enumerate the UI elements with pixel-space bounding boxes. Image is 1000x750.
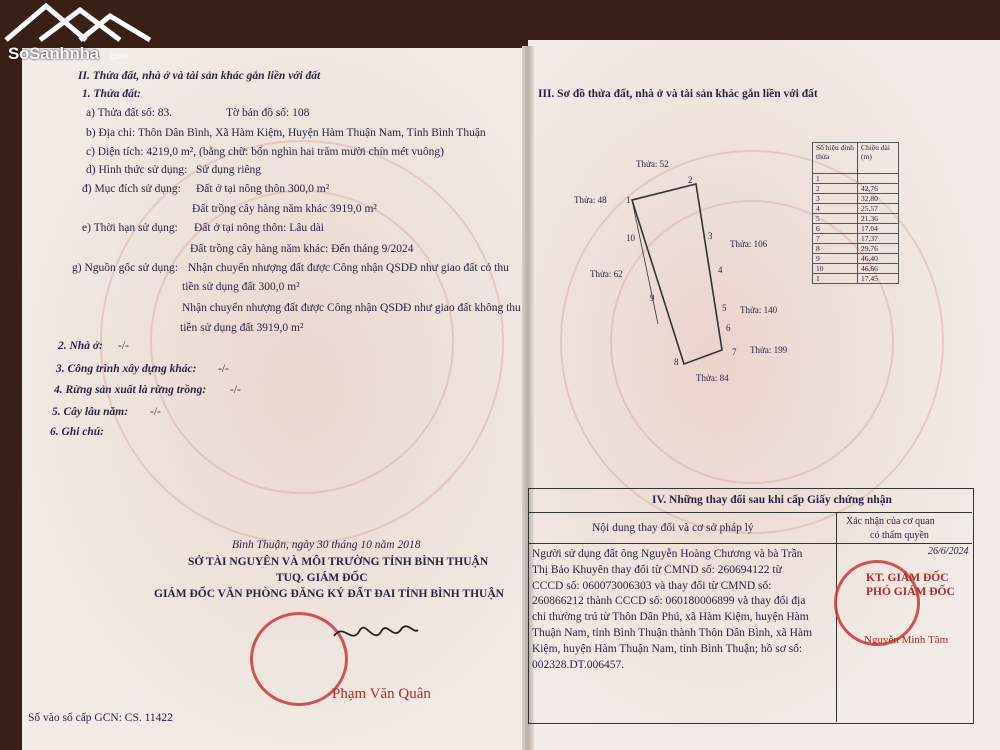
watermark-brand: SoSanhnha bbox=[8, 44, 99, 63]
vertex-label-4: 4 bbox=[718, 265, 723, 275]
heading-house: 2. Nhà ở: bbox=[58, 340, 103, 352]
vertex-cell: 7 bbox=[813, 234, 858, 244]
vertex-label-5: 5 bbox=[722, 303, 727, 313]
heading-parcel: 1. Thửa đất: bbox=[82, 88, 141, 100]
change-line: Kiệm, huyện Hàm Thuận Nam, tỉnh Bình Thuận; hồ sơ số: bbox=[532, 642, 803, 655]
authorization-title: TUQ. GIÁM ĐỐC bbox=[276, 572, 368, 584]
vertex-cell: 1 bbox=[813, 174, 858, 184]
table-row bbox=[813, 224, 899, 234]
change-line: 260866212 thành CCCD số: 060180006899 và thay đổi địa bbox=[532, 595, 806, 608]
neighbor-parcel-62: Thửa: 62 bbox=[590, 269, 623, 279]
origin-value-1: Nhận chuyển nhượng đất được Công nhận QSDĐ như giao đất có thu bbox=[188, 262, 509, 274]
changes-title: IV. Những thay đổi sau khi cấp Giấy chứng nhận bbox=[652, 494, 892, 506]
usage-term-label: e) Thời hạn sử dụng: bbox=[82, 222, 178, 234]
usage-term-value-2: Đất trồng cây hàng năm khác: Đến tháng 9/2024 bbox=[190, 243, 414, 255]
confirm-signer-name: Nguyễn Minh Tâm bbox=[864, 634, 949, 646]
neighbor-parcel-84: Thửa: 84 bbox=[696, 373, 729, 383]
length-cell: 17,45 bbox=[858, 274, 899, 284]
vertex-cell: 5 bbox=[813, 214, 858, 224]
neighbor-parcel-140: Thửa: 140 bbox=[740, 305, 778, 315]
parcel-area: c) Diện tích: 4219,0 m², (bằng chữ: bốn nghìn hai trăm mười chín mét vuông) bbox=[86, 146, 444, 158]
vertex-cell: 10 bbox=[813, 264, 858, 274]
table-row bbox=[813, 184, 899, 194]
usage-purpose-label: đ) Mục đích sử dụng: bbox=[82, 183, 181, 195]
origin-value-4: tiền sử dụng đất 3919,0 m² bbox=[180, 322, 304, 334]
table-row bbox=[813, 254, 899, 264]
house-value: -/- bbox=[118, 340, 129, 352]
drum-pattern-left-inner bbox=[150, 190, 454, 494]
changes-title-divider bbox=[528, 512, 972, 513]
vertex-cell: 4 bbox=[813, 204, 858, 214]
table-row bbox=[813, 264, 899, 274]
vertex-cell: 1 bbox=[813, 274, 858, 284]
perennial-trees-value: -/- bbox=[150, 406, 161, 418]
watermark-domain: .com bbox=[108, 51, 128, 61]
changes-header-divider bbox=[528, 543, 972, 544]
neighbor-parcel-106: Thửa: 106 bbox=[730, 239, 768, 249]
changes-col-confirm-1: Xác nhận của cơ quan bbox=[846, 516, 935, 527]
confirm-title-2: PHÓ GIÁM ĐỐC bbox=[866, 586, 955, 598]
changes-col-confirm-2: có thẩm quyền bbox=[870, 530, 929, 541]
vertex-label-6: 6 bbox=[726, 323, 731, 333]
edge-length-table bbox=[812, 142, 899, 284]
length-cell: 46,66 bbox=[858, 264, 899, 274]
changes-content bbox=[532, 548, 834, 675]
length-cell: 46,40 bbox=[858, 254, 899, 264]
plantation-forest-value: -/- bbox=[230, 384, 241, 396]
other-construction-value: -/- bbox=[218, 363, 229, 375]
section-header-iii: III. Sơ đồ thửa đất, nhà ở và tài sản khác gắn liền với đất bbox=[538, 88, 818, 100]
vertex-cell: 2 bbox=[813, 184, 858, 194]
usage-term-value-1: Đất ở tại nông thôn: Lâu dài bbox=[194, 222, 324, 234]
changes-col-content: Nội dung thay đổi và cơ sở pháp lý bbox=[592, 522, 754, 534]
table-row bbox=[813, 244, 899, 254]
watermark-logo bbox=[0, 0, 160, 70]
origin-label: g) Nguồn gốc sử dụng: bbox=[72, 262, 178, 274]
change-line: Người sử dụng đất ông Nguyễn Hoàng Chương và bà Trần bbox=[532, 548, 803, 560]
heading-notes: 6. Ghi chú: bbox=[50, 426, 104, 438]
gcn-register-number: Số vào sổ cấp GCN: CS. 11422 bbox=[28, 712, 173, 724]
vertex-label-3: 3 bbox=[708, 231, 713, 241]
length-cell: 21,36 bbox=[858, 214, 899, 224]
change-line: chỉ thường trú từ Thôn Dân Phú, xã Hàm Kiệm, huyện Hàm bbox=[532, 611, 809, 624]
table-header-row bbox=[813, 143, 899, 174]
heading-plantation-forest: 4. Rừng sản xuất là rừng trồng: bbox=[54, 384, 207, 396]
vertex-cell: 9 bbox=[813, 254, 858, 264]
table-row bbox=[813, 194, 899, 204]
section-header-ii: II. Thửa đất, nhà ở và tài sản khác gắn liền với đất bbox=[78, 70, 321, 82]
map-sheet-number: Tờ bản đồ số: 108 bbox=[226, 107, 310, 119]
origin-value-2: tiền sử dụng đất 300,0 m² bbox=[182, 281, 300, 293]
length-cell: 25,57 bbox=[858, 204, 899, 214]
vertex-label-2: 2 bbox=[688, 175, 693, 185]
house-roof-icon bbox=[0, 0, 160, 48]
change-line: Thị Bảo Khuyên thay đổi từ CMND số: 260694122 từ bbox=[532, 563, 782, 576]
table-row bbox=[813, 274, 899, 284]
usage-form-value: Sử dụng riêng bbox=[196, 164, 262, 176]
parcel-number: a) Thửa đất số: 83. bbox=[86, 107, 173, 119]
vertex-label-10: 10 bbox=[626, 233, 635, 243]
length-cell: 42,76 bbox=[858, 184, 899, 194]
change-line: Thuận Nam, tỉnh Bình Thuận thành Thôn Dân Bình, xã Hàm bbox=[532, 627, 813, 640]
confirm-title-1: KT. GIÁM ĐỐC bbox=[866, 572, 949, 584]
registration-office: GIÁM ĐỐC VĂN PHÒNG ĐĂNG KÝ ĐẤT ĐAI TỈNH BÌNH THUẬN bbox=[154, 588, 504, 600]
length-cell: 17,37 bbox=[858, 234, 899, 244]
table-header-length: Chiều dài (m) bbox=[858, 143, 899, 174]
issue-date: Bình Thuận, ngày 30 tháng 10 năm 2018 bbox=[232, 539, 421, 551]
vertex-cell: 8 bbox=[813, 244, 858, 254]
table-header-vertex: Số hiệu đỉnh thửa bbox=[813, 143, 858, 174]
origin-value-3: Nhận chuyển nhượng đất được Công nhận QSDĐ như giao đất không thu bbox=[182, 302, 521, 314]
table-row bbox=[813, 214, 899, 224]
vertex-cell: 3 bbox=[813, 194, 858, 204]
handwritten-date: 26/6/2024 bbox=[928, 546, 969, 557]
vertex-label-7: 7 bbox=[732, 347, 737, 357]
table-row bbox=[813, 174, 899, 184]
usage-form-label: d) Hình thức sử dụng: bbox=[86, 164, 188, 176]
change-line: 002328.DT.006457. bbox=[532, 658, 625, 671]
vertex-cell: 6 bbox=[813, 224, 858, 234]
signer-name: Phạm Văn Quân bbox=[332, 686, 431, 702]
table-row bbox=[813, 204, 899, 214]
usage-purpose-value-1: Đất ở tại nông thôn 300,0 m² bbox=[196, 183, 330, 195]
signature-left bbox=[330, 616, 420, 656]
length-cell: 32,80 bbox=[858, 194, 899, 204]
vertex-label-1: 1 bbox=[626, 195, 631, 205]
change-line: CCCD số: 060073006303 và thay đổi từ CMND số: bbox=[532, 579, 772, 592]
length-cell: 29,76 bbox=[858, 244, 899, 254]
neighbor-parcel-199: Thửa: 199 bbox=[750, 345, 788, 355]
issuing-department: SỞ TÀI NGUYÊN VÀ MÔI TRƯỜNG TỈNH BÌNH THUẬN bbox=[188, 556, 489, 568]
neighbor-parcel-48: Thửa: 48 bbox=[574, 195, 607, 205]
vertex-label-9: 9 bbox=[650, 293, 655, 303]
parcel-address: b) Địa chỉ: Thôn Dân Bình, Xã Hàm Kiệm, Huyện Hàm Thuận Nam, Tỉnh Bình Thuận bbox=[86, 127, 486, 139]
length-cell: 17,04 bbox=[858, 224, 899, 234]
heading-other-construction: 3. Công trình xây dựng khác: bbox=[56, 363, 197, 375]
heading-perennial-trees: 5. Cây lâu năm: bbox=[52, 406, 129, 418]
vertex-label-8: 8 bbox=[674, 357, 679, 367]
length-cell bbox=[858, 174, 899, 184]
neighbor-parcel-52: Thửa: 52 bbox=[636, 159, 669, 169]
table-row bbox=[813, 234, 899, 244]
usage-purpose-value-2: Đất trồng cây hàng năm khác 3919,0 m² bbox=[192, 203, 377, 215]
